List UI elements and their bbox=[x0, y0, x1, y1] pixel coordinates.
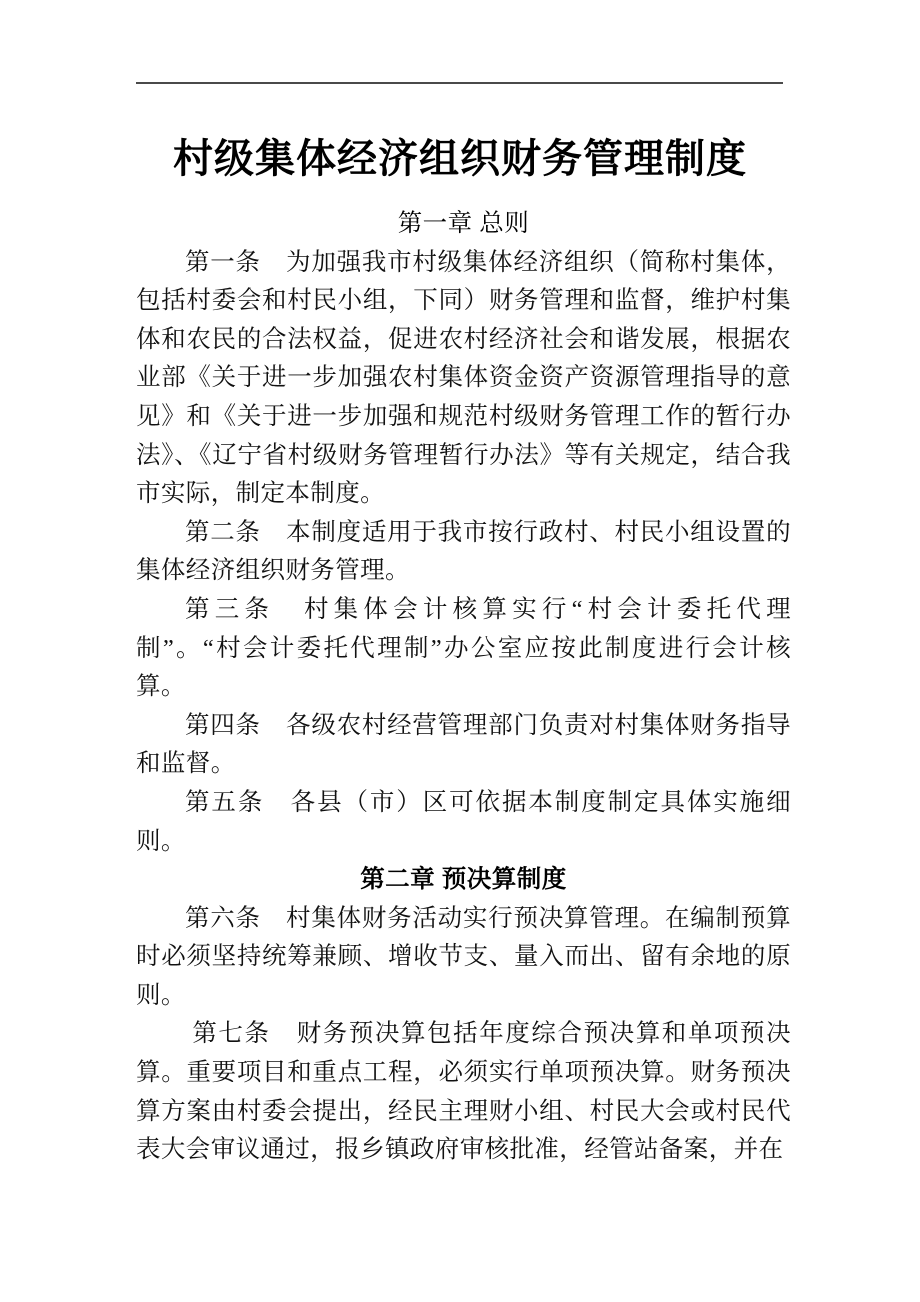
document-body bbox=[136, 205, 791, 1170]
chapter-heading-1: 第一章 总则 bbox=[397, 210, 530, 237]
article-paragraph-7: 第七条 财务预决算包括年度综合预决算和单项预决算。重要项目和重点工程，必须实行单项预决算。财务预决算方案由村委会提出，经民主理财小组、村民大会或村民代表大会审议通过，报乡镇政府审核批准，经管站备案，并在 bbox=[136, 1020, 791, 1164]
article-paragraph-1: 第一条 为加强我市村级集体经济组织（简称村集体，包括村委会和村民小组，下同）财务管理和监督，维护村集体和农民的合法权益，促进农村经济社会和谐发展，根据农业部《关于进一步加强农村集体资金资产资源管理指导的意见》和《关于进一步加强和规范村级财务管理工作的暂行办法》、《辽宁省村级财务管理暂行办法》等有关规定，结合我市实际，制定本制度。 bbox=[136, 248, 791, 508]
article-paragraph-2: 第二条 本制度适用于我市按行政村、村民小组设置的集体经济组织财务管理。 bbox=[136, 518, 791, 585]
article-paragraph-5: 第五条 各县（市）区可依据本制度制定具体实施细则。 bbox=[136, 788, 791, 855]
article-paragraph-4: 第四条 各级农村经营管理部门负责对村集体财务指导和监督。 bbox=[136, 711, 791, 778]
article-paragraph-3: 第三条 村集体会计核算实行“村会计委托代理制”。“村会计委托代理制”办公室应按此制度进行会计核算。 bbox=[136, 595, 791, 701]
header-divider-rule bbox=[136, 82, 783, 84]
page-title: 村级集体经济组织财务管理制度 bbox=[173, 135, 747, 181]
chapter-heading-2: 第二章 预决算制度 bbox=[360, 866, 567, 894]
article-paragraph-6: 第六条 村集体财务活动实行预决算管理。在编制预算时必须坚持统筹兼顾、增收节支、量入而出、留有余地的原则。 bbox=[136, 904, 791, 1009]
